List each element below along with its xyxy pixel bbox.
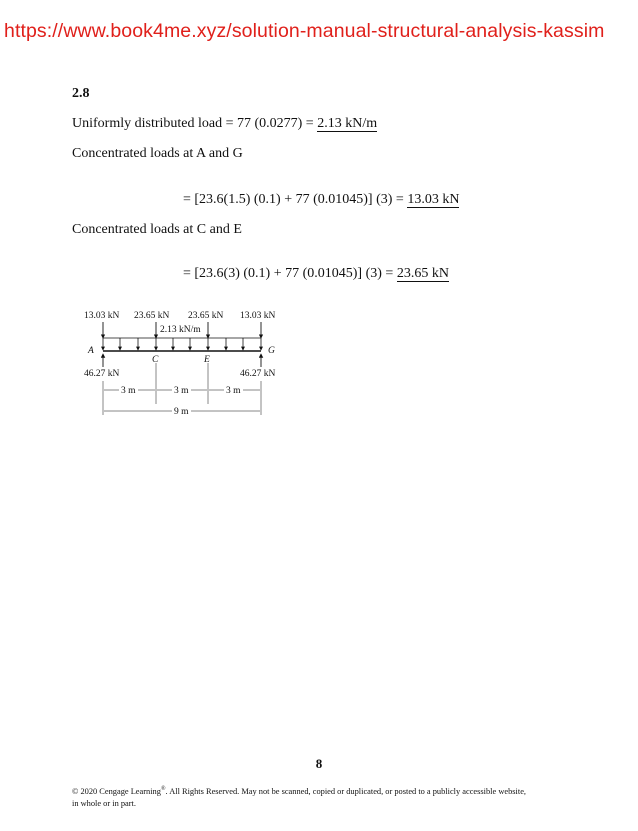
copyright-text: © 2020 Cengage Learning [72, 786, 161, 796]
joint-c: C [152, 355, 159, 365]
udl-line [72, 116, 377, 132]
udl-arrows [103, 338, 261, 350]
total-span-label: 9 m [174, 407, 189, 417]
watermark-url[interactable]: https://www.book4me.xyz/solution-manual-structural-analysis-kassim [4, 20, 605, 42]
conc-ce-equation [183, 266, 449, 282]
load-label-e: 23.65 kN [188, 311, 224, 321]
conc-ag-result: 13.03 kN [407, 192, 460, 207]
conc-ag-equation [183, 192, 459, 208]
copyright-rest: . All Rights Reserved. May not be scanned, copied or duplicated, or posted to a publicly accessible website, [165, 786, 527, 796]
load-label-c: 23.65 kN [134, 311, 170, 321]
problem-number: 2.8 [72, 86, 90, 101]
joint-a: A [88, 346, 94, 356]
copyright-footer [72, 783, 592, 810]
udl-expression: Uniformly distributed load = 77 (0.0277) = [72, 116, 318, 131]
load-label-a: 13.03 kN [84, 311, 120, 321]
span-label-1: 3 m [121, 386, 136, 396]
page-number: 8 [315, 756, 323, 771]
load-label-g: 13.03 kN [240, 311, 276, 321]
udl-result: 2.13 kN/m [317, 116, 378, 131]
joint-e: E [204, 355, 210, 365]
joint-g: G [268, 346, 275, 356]
conc-ag-expression: = [23.6(1.5) (0.1) + 77 (0.01045)] (3) = [183, 192, 408, 207]
span-label-2: 3 m [174, 386, 189, 396]
truss-load-diagram [76, 305, 296, 425]
reaction-label-g: 46.27 kN [240, 369, 276, 379]
conc-ag-label: Concentrated loads at A and G [72, 146, 243, 161]
conc-ce-expression: = [23.6(3) (0.1) + 77 (0.01045)] (3) = [183, 266, 397, 281]
udl-label: 2.13 kN/m [160, 325, 201, 335]
registered-mark: ® [160, 786, 166, 792]
conc-ce-label: Concentrated loads at C and E [72, 222, 242, 237]
conc-ce-result: 23.65 kN [396, 266, 449, 281]
span-label-3: 3 m [226, 386, 241, 396]
copyright-line2: in whole or in part. [72, 798, 136, 808]
reaction-label-a: 46.27 kN [84, 369, 120, 379]
